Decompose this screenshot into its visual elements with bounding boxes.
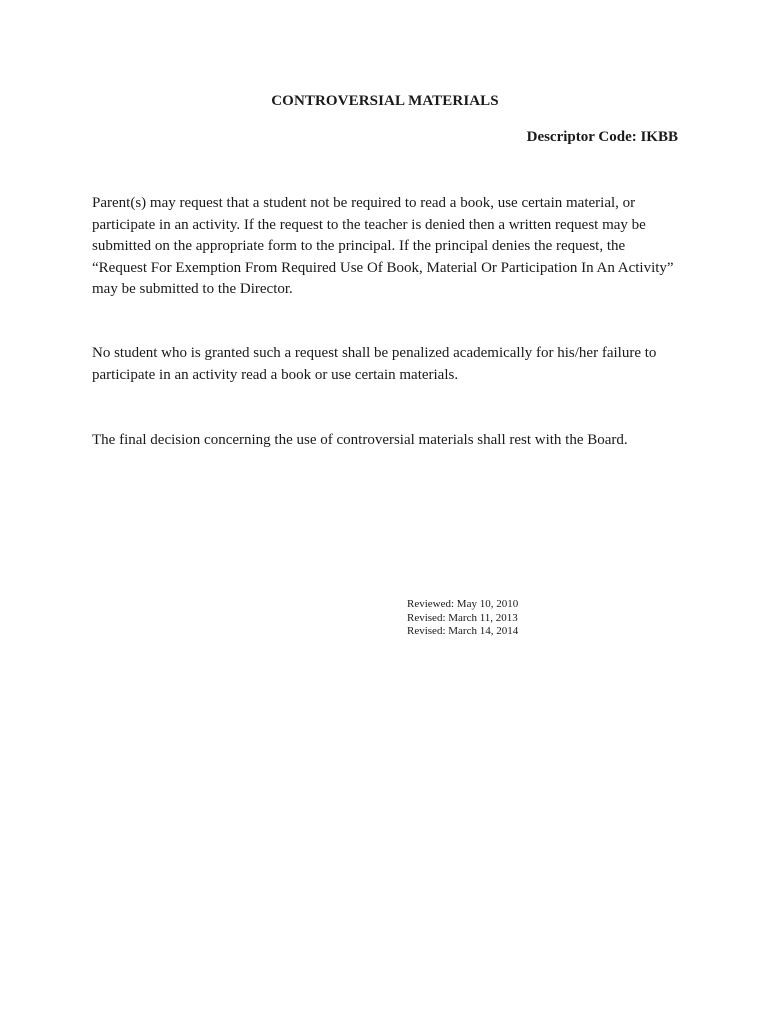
descriptor-code: Descriptor Code: IKBB [526, 129, 678, 145]
history-revised-2013: Revised: March 11, 2013 [407, 611, 518, 624]
history-revised-2014: Revised: March 14, 2014 [407, 625, 519, 637]
revision-history [407, 598, 518, 639]
paragraph-no-penalty: No student who is granted such a request shall be penalized academically for his/her failure to participate in an activity read a book or use certain materials. [92, 345, 657, 383]
paragraph-request-process: Parent(s) may request that a student not be required to read a book, use certain material, or participate in an activity. If the request to the teacher is denied then a written request may be submitted on the appropriate form to the principal. If the principal denies the request, the “Request For Exemption From Required Use Of Book, Material Or Participation In An Activity” may be submitted to the Director. [92, 195, 674, 297]
paragraph-final-decision: The final decision concerning the use of controversial materials shall rest with the Board. [92, 432, 628, 448]
history-reviewed: Reviewed: May 10, 2010 [407, 598, 519, 610]
document-title: CONTROVERSIAL MATERIALS [271, 93, 499, 109]
